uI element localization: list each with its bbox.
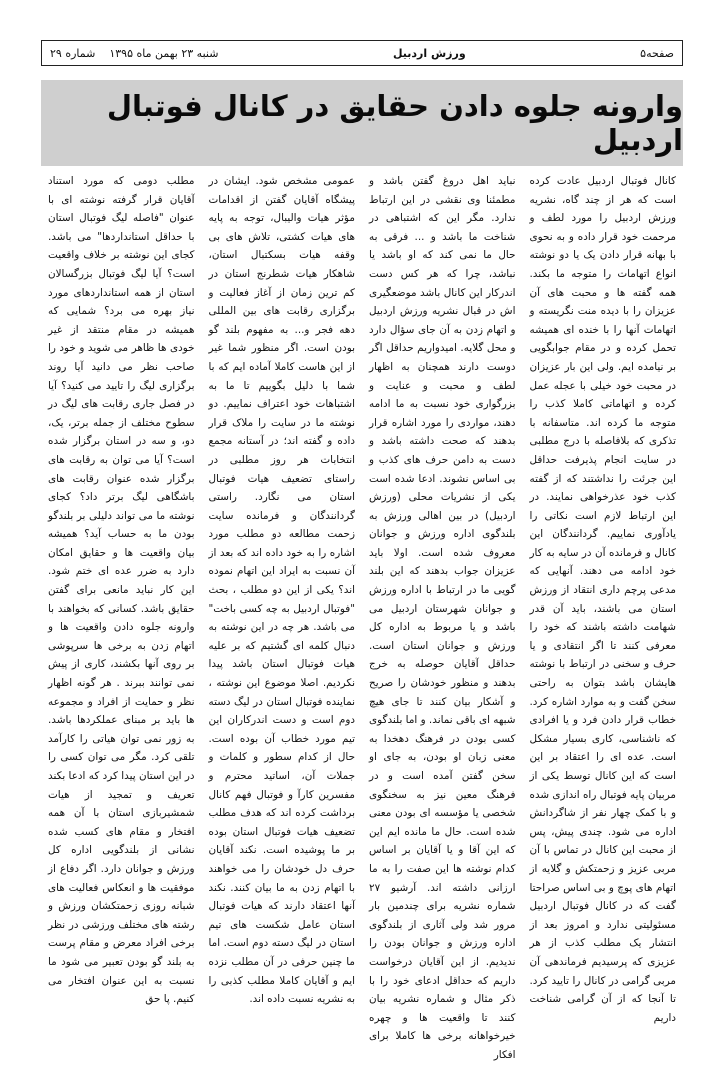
page-header: [41, 40, 683, 66]
article-title: وارونه جلوه دادن حقایق در کانال فوتبال اردبیل: [106, 89, 683, 157]
header-meta: [50, 47, 218, 60]
column-text: نباید اهل دروغ گفتن باشد و مطمئنا وی نقشی در این ارتباط ندارد. مگر این که اشتباهی در شناخت ما باشد و ... فرقی به حال ما نمی کند که او باشد یا نباشد، چرا که هر کس دست اندرکار این کانال باشد موضعگیری اش در قبال نشریه ورزش اردبیل و اتهام زدن به آن جای سؤال دارد و محل گلایه. امیدواریم حداقل اگر دوست دارند همچنان به اظهار لطف و محبت و عنایت و بزرگواری خود نسبت به ما ادامه دهند، مواردی را مورد اشاره قرار بدهند که صحت داشته باشد و دست به دامن حرف های کذب و بی اساس نشوند. ادعا شده است یکی از نشریات محلی (ورزش اردبیل) در بین اهالی ورزش به بلندگوی اداره ورزش و جوانان معروف شده است. اولا باید عزیزان جواب بدهند که این بلند گویی ما در ارتباط با اداره ورزش و جوانان شهرستان اردبیل می باشد و یا مربوط به اداره کل ورزش و جوانان استان است. حداقل آقایان حوصله به خرج بدهند و منظور خودشان را صریح و آشکار بیان کنند تا جای هیچ شبهه ای باقی نماند. و اما بلندگوی کسی بودن در فرهنگ دهخدا به معنی زبان او بودن، به جای او سخن گفتن آمده است و در فرهنگ معین نیز به سخنگوی شخصی یا مؤسسه ای بودن معنی شده است. حال ما مانده ایم این که این آقا و یا آقایان بر اساس کدام نوشته ها این صفت را به ما ارزانی داشته اند. آرشیو ۲۷ شماره نشریه برای چندمین بار مرور شد ولی آثاری از بلندگوی اداره ورزش و جوانان بودن را ندیدیم. از این آقایان درخواست داریم که حداقل ادعای خود را با ذکر مثال و شماره نشریه بیان کنند تا واقعیت ها و چهره خیرخواهانه برخی ها کاملا برای افکار: [369, 175, 516, 1061]
article-column-2: [362, 172, 523, 1061]
article-body: [41, 172, 683, 1061]
column-text: کانال فوتبال اردبیل عادت کرده است که هر از چند گاه، نشریه ورزش اردبیل را مورد لطف و مرحمت خود قرار داده و به نحوی با بهانه قرار دادن یک یا دو نوشته انواع اتهامات را متوجه ما بکند. همه گفته ها و محبت های آن عزیزان را با دیده منت نگریسته و اتهامات آنها را با خنده ای همیشه تحمل کرده و در مقام جوابگویی بر نیامده ایم. ولی این بار عزیزان در محبت خود خیلی با عجله عمل کرده و اتهاماتی کاملا کذب را متوجه ما کرده اند. متاسفانه با تذکری که بلافاصله با درج مطلبی در سایت انجام پذیرفت حداقل این جرئت را نداشتند که از گفته کذب خود عذرخواهی نمایند. در این ارتباط لازم است نکاتی را یادآوری نماییم. گردانندگان این کانال و فرمانده آن در سایه به کار خود ادامه می دهند. آنهایی که مدعی پرچم داری انتقاد از ورزش استان می باشند، باید آن قدر شهامت داشته باشند که خود را معرفی کنند تا اگر انتقادی و یا حرف و سخنی در ارتباط با نوشته هایشان باشد بتوان به راحتی سخن گفت و به موارد اشاره کرد. خطاب قرار دادن فرد و یا افرادی که ناشناسی، کاری بسیار مشکل است. عده ای را اعتقاد بر این است که این کانال توسط یکی از مربیان پایه فوتبال راه اندازی شده و با کمک چهار نفر از شاگردانش اداره می شود. چندی پیش، پس از محبت این کانال در تماس با آن مربی عزیز و زحمتکش و گلایه از اتهام های پوچ و بی اساس صراحتا گفت که در کانال فوتبال اردبیل مسئولیتی ندارد و امروز بعد از انتشار یک مطلب کذب از هر عزیزی که پرسیدیم فرماندهی آن مربی گرامی در کانال را تایید کرد. تا آنجا که از آن گرامی شناخت داریم: [529, 175, 676, 1024]
title-banner: [41, 80, 683, 166]
article-column-1: [523, 172, 684, 1024]
column-text: عمومی مشخص شود. ایشان در پیشگاه آقایان گفتن از اقدامات مؤثر هیات والیبال، توجه به پایه های هیات کشتی، تلاش های بی وقفه هیات بسکتبال استان، شاهکار هیات شطرنج استان در کم ترین زمان از آغاز فعالیت و برگزاری رقابت های بین المللی دهه فجر و... به مفهوم بلند گو بودن است. اگر منظور شما غیر از این هاست کاملا آماده ایم که با شما با دلیل بگوییم تا ما به اشتباهات خود اعتراف نماییم. دو نوشته ما در سایت را ملاک قرار داده و گفته اند؛ در آستانه مجمع انتخابات هر روز مطلبی در راستای تضعیف هیات فوتبال استان می نگارد. راستی گردانندگان و فرمانده سایت زحمت مطالعه دو مطلب مورد اشاره را به خود داده اند که بعد از آن نسبت به ایراد این اتهام نموده اند؟ یکی از این دو مطلب ، بحث "فوتبال اردبیل به چه کسی باخت" می باشد. هر چه در این نوشته به دنبال کلمه ای گشتیم که بر علیه هیات فوتبال استان باشد پیدا نکردیم. اصلا موضوع این نوشته ، نماینده فوتبال استان در لیگ دسته دوم است و دست اندرکاران این تیم مورد خطاب آن بوده است. حال از کدام سطور و کلمات و جملات آن، اساتید محترم و مفسرین کارآ و فوتبال فهم کانال برداشت کرده اند که هدف مطلب تضعیف هیات فوتبال استان بوده بر ما پوشیده است. نکند آقایان حرف دل خودشان را می خواهند با اتهام زدن به ما بیان کنند. نکند آنها اعتقاد دارند که هیات فوتبال استان عامل شکست های تیم استان در لیگ دسته دوم است. اما ما چنین حرفی در آن مطلب نزده ایم و آقایان کاملا مطلب کذبی را به نشریه نسبت داده اند.: [208, 175, 355, 1006]
article-column-3: [202, 172, 363, 1006]
article-column-4: [41, 172, 202, 1006]
issue-date: شنبه ۲۳ بهمن ماه ۱۳۹۵: [109, 46, 219, 60]
column-text: مطلب دومی که مورد استناد آقایان قرار گرفته نوشته ای با عنوان "فاصله لیگ فوتبال استان با حداقل استانداردها" می باشد. کجای این نوشته بر خلاف واقعیت است؟ آیا لیگ فوتبال بزرگسالان استان از همه استانداردهای مورد نیاز بهره می برد؟ شمایی که همیشه در مقام منتقد از غیر خودی ها ظاهر می شوید و خود را صاحب نظر می دانید آیا روند برگزاری لیگ را تایید می کنید؟ آیا در فصل جاری رقابت های لیگ در سطوح مختلف از جمله برتر، یک، دو، و سه در استان برگزار شده است؟ آیا می توان به رقابت های برگزار شده عنوان رقابت های باشگاهی لیگ برتر داد؟ کجای نوشته ما می تواند دلیلی بر بلندگو بودن ما به حساب آید؟ همیشه بیان واقعیت ها و حقایق امکان دارد به ضرر عده ای ختم شود. این کار نباید مانعی برای گفتن حقایق باشد. کسانی که بخواهند با وارونه جلوه دادن واقعیت ها و اتهام زدن به برخی ها سرپوشی بر روی آنها بکشند، کاری از پیش نمی توانند ببرند . هر گونه اظهار نظر و حمایت از افراد و مجموعه ها باید بر مبنای عملکردها باشد. به زور نمی توان هیاتی را کارآمد تلقی کرد. مگر می توان کسی را در این استان پیدا کرد که ادعا بکند تعریف و تمجید از هیات شمشیربازی استان با آن همه افتخار و مقام های کسب شده نشانی از بلندگویی اداره کل ورزش و جوانان دارد. اگر دفاع از موفقیت ها و انعکاس فعالیت های شبانه روزی زحمتکشان ورزش و رشته های مختلف ورزشی در نظر برخی افراد معرض و مقام پرست به بلند گو بودن تعبیر می شود ما نسبت به این عنوان افتخار می کنیم. پا حق: [48, 175, 195, 1006]
newspaper-name: ورزش اردبیل: [392, 46, 466, 60]
page-number: صفحه۵: [640, 46, 674, 60]
issue-number: شماره ۲۹: [50, 46, 96, 60]
